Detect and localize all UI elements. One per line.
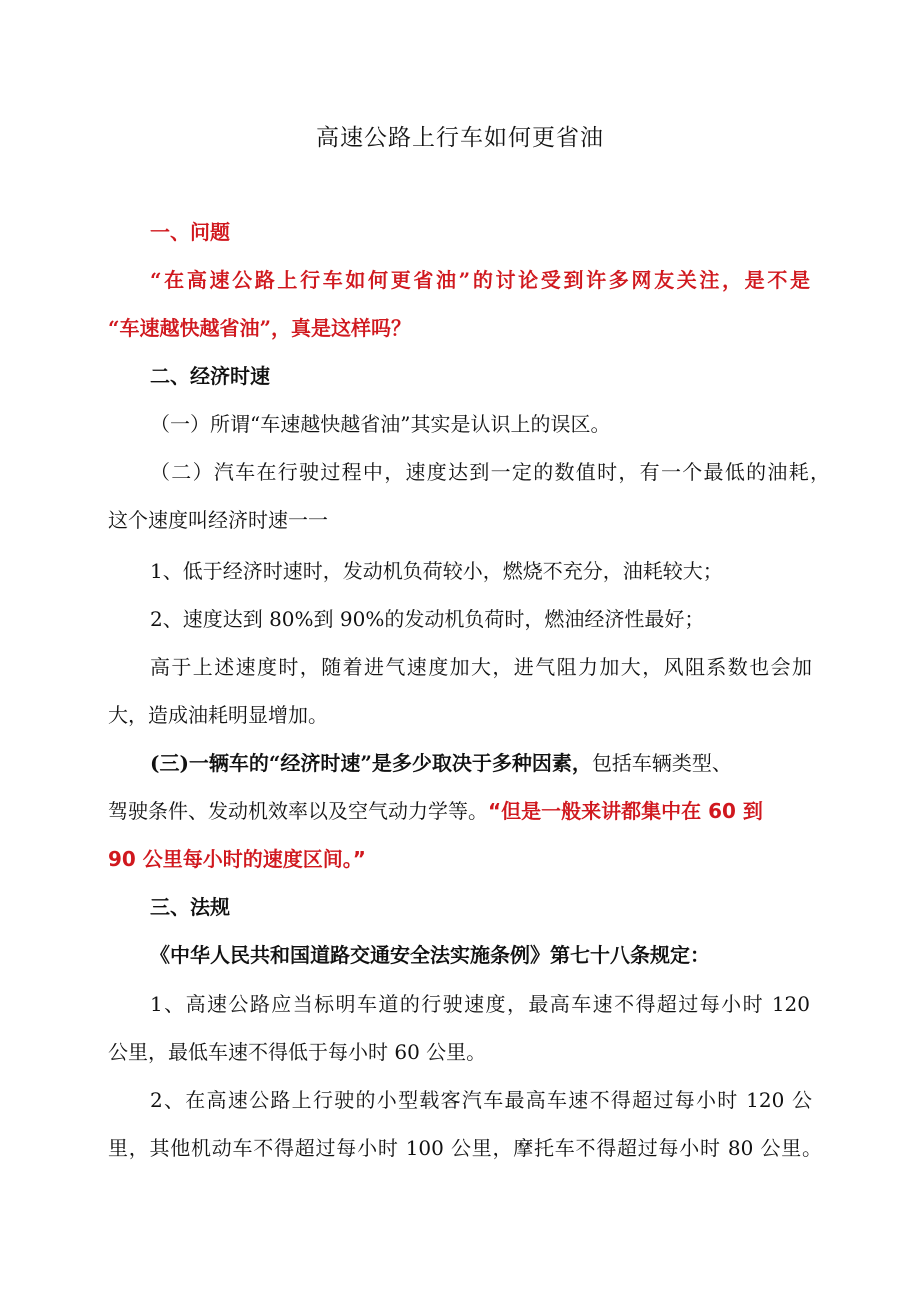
regulation-law-title: 《中华人民共和国道路交通安全法实施条例》第七十八条规定：	[150, 943, 710, 967]
economic-speed-item-3-line-2-text: 驾驶条件、发动机效率以及空气动力学等。	[108, 799, 488, 823]
economic-speed-item-1: （一）所谓“车速越快越省油”其实是认识上的误区。	[150, 412, 611, 436]
economic-speed-point-1: 1、低于经济时速时，发动机负荷较小，燃烧不充分，油耗较大；	[150, 559, 723, 583]
regulation-rule-2-line-2: 里，其他机动车不得超过每小时 100 公里，摩托车不得超过每小时 80 公里。	[108, 1136, 822, 1160]
economic-speed-point-3-line-1: 高于上述速度时，随着进气速度加大，进气阻力加大，风阻系数也会加	[150, 655, 812, 679]
economic-speed-point-2: 2、速度达到 80%到 90%的发动机负荷时，燃油经济性最好；	[150, 607, 705, 631]
economic-speed-item-3-highlight: “但是一般来讲都集中在 60 到	[488, 799, 763, 823]
economic-speed-item-2-line-1: （二）汽车在行驶过程中，速度达到一定的数值时，有一个最低的油耗，	[150, 460, 830, 484]
regulation-rule-1-line-1: 1、高速公路应当标明车道的行驶速度，最高车速不得超过每小时 120	[150, 992, 810, 1016]
economic-speed-item-3-line-2	[108, 796, 820, 826]
document-title: 高速公路上行车如何更省油	[316, 125, 604, 151]
problem-paragraph-line-2: “车速越快越省油”，真是这样吗？	[108, 316, 412, 340]
economic-speed-point-3-line-2: 大，造成油耗明显增加。	[108, 703, 328, 727]
regulation-rule-2-line-1: 2、在高速公路上行驶的小型载客汽车最高车速不得超过每小时 120 公	[150, 1088, 812, 1112]
regulation-rule-1-line-2: 公里，最低车速不得低于每小时 60 公里。	[108, 1040, 487, 1064]
economic-speed-item-2-line-2: 这个速度叫经济时速一一	[108, 508, 328, 532]
section-heading-economic-speed: 二、经济时速	[150, 364, 270, 388]
problem-paragraph-line-1: “在高速公路上行车如何更省油”的讨论受到许多网友关注，是不是	[150, 268, 810, 292]
section-heading-problem: 一、问题	[150, 220, 230, 244]
economic-speed-item-3-line-3: 90 公里每小时的速度区间。”	[108, 847, 366, 871]
section-heading-regulations: 三、法规	[150, 895, 230, 919]
economic-speed-item-3-text: 包括车辆类型、	[591, 751, 732, 775]
economic-speed-item-3-line-1	[150, 748, 862, 778]
economic-speed-item-3-bold-text: (三)一辆车的“经济时速”是多少取决于多种因素，	[150, 751, 592, 775]
